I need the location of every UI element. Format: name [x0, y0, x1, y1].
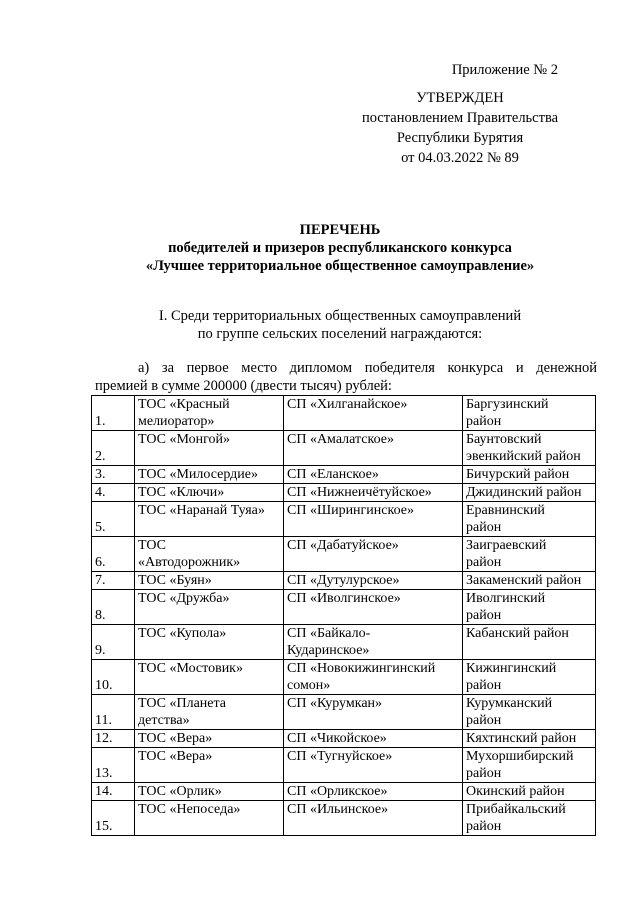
table-row: [92, 502, 596, 537]
tos-name-cell-line: ТОС «Вера»: [138, 749, 213, 764]
row-number-cell: 14.: [92, 783, 135, 801]
district-cell: [463, 748, 596, 783]
district-cell-line: район: [466, 678, 502, 693]
winners-table: [91, 395, 596, 836]
table-row: [92, 801, 596, 836]
tos-name-cell: [135, 748, 284, 783]
tos-name-cell-line: ТОС «Непоседа»: [138, 802, 241, 817]
tos-name-cell-line: ТОС «Ключи»: [138, 485, 225, 500]
district-cell-line: Прибайкальский: [466, 802, 566, 817]
approved-date-line: от 04.03.2022 № 89: [401, 150, 519, 166]
table-row: [92, 748, 596, 783]
table-row: [92, 431, 596, 466]
settlement-cell-line: сомон»: [287, 678, 331, 693]
settlement-cell-line: СП «Дутулурское»: [287, 573, 400, 588]
settlement-cell-line: СП «Орликское»: [287, 784, 388, 799]
table-row: [92, 484, 596, 502]
tos-name-cell: [135, 695, 284, 730]
title-line: «Лучшее территориальное общественное самоуправление»: [145, 258, 535, 274]
district-cell: [463, 590, 596, 625]
tos-name-cell: [135, 783, 284, 801]
settlement-cell-line: СП «Ширингинское»: [287, 503, 414, 518]
district-cell-line: Окинский район: [466, 784, 565, 799]
appendix-label: Приложение № 2: [451, 62, 558, 78]
settlement-cell: [284, 466, 463, 484]
tos-name-cell-line: мелиоратор»: [138, 414, 215, 429]
settlement-cell-line: СП «Амалатское»: [287, 432, 394, 447]
tos-name-cell: [135, 730, 284, 748]
district-cell-line: Еравнинский: [466, 503, 545, 518]
row-number-cell: 1.: [92, 396, 135, 431]
district-cell-line: район: [466, 520, 502, 535]
settlement-cell: [284, 431, 463, 466]
tos-name-cell: [135, 502, 284, 537]
approved-label: УТВЕРЖДЕН: [416, 90, 504, 106]
settlement-cell: [284, 783, 463, 801]
tos-name-cell: [135, 572, 284, 590]
tos-name-cell: [135, 431, 284, 466]
settlement-cell-line: Кударинское»: [287, 643, 370, 658]
district-cell-line: район: [466, 414, 502, 429]
row-number-cell: 4.: [92, 484, 135, 502]
tos-name-cell-line: «Автодорожник»: [138, 555, 241, 570]
row-number-cell: 15.: [92, 801, 135, 836]
district-cell-line: Кяхтинский район: [466, 731, 577, 746]
row-number-cell: 3.: [92, 466, 135, 484]
tos-name-cell-line: ТОС «Красный: [138, 397, 230, 412]
district-cell: [463, 431, 596, 466]
district-cell-line: район: [466, 608, 502, 623]
row-number-cell: 9.: [92, 625, 135, 660]
tos-name-cell-line: ТОС «Орлик»: [138, 784, 222, 799]
table-row: [92, 590, 596, 625]
settlement-cell-line: СП «Тугнуйское»: [287, 749, 393, 764]
district-cell: [463, 396, 596, 431]
district-cell-line: Баунтовский: [466, 432, 542, 447]
section-line: по группе сельских поселений награждаются:: [197, 326, 483, 342]
district-cell-line: Баргузинский: [466, 397, 549, 412]
settlement-cell: [284, 730, 463, 748]
table-row: [92, 695, 596, 730]
district-cell: [463, 484, 596, 502]
district-cell-line: Курумканский: [466, 696, 553, 711]
row-number-cell: 8.: [92, 590, 135, 625]
tos-name-cell: [135, 466, 284, 484]
district-cell: [463, 502, 596, 537]
table-row: [92, 625, 596, 660]
district-cell-line: район: [466, 819, 502, 834]
tos-name-cell-line: ТОС «Мостовик»: [138, 661, 243, 676]
row-number-cell: 13.: [92, 748, 135, 783]
district-cell-line: Закаменский район: [466, 573, 582, 588]
row-number-cell: 5.: [92, 502, 135, 537]
tos-name-cell: [135, 801, 284, 836]
district-cell-line: эвенкийский район: [466, 449, 581, 464]
district-cell-line: Мухоршибирский: [466, 749, 574, 764]
paragraph-line: а) за первое место дипломом победителя конкурса и денежной: [138, 360, 597, 376]
table-row: [92, 537, 596, 572]
district-cell-line: район: [466, 766, 502, 781]
district-cell: [463, 783, 596, 801]
district-cell-line: Кижингинский: [466, 661, 557, 676]
district-cell-line: Иволгинский: [466, 591, 546, 606]
settlement-cell-line: СП «Курумкан»: [287, 696, 383, 711]
row-number-cell: 12.: [92, 730, 135, 748]
table-row: [92, 783, 596, 801]
tos-name-cell-line: ТОС «Планета: [138, 696, 227, 711]
tos-name-cell-line: ТОС «Буян»: [138, 573, 212, 588]
table-row: [92, 466, 596, 484]
district-cell: [463, 537, 596, 572]
title-line: победителей и призеров республиканского конкурса: [168, 240, 512, 256]
document-title: [60, 221, 620, 275]
district-cell-line: Бичурский район: [466, 467, 570, 482]
winners-table-body: [92, 396, 596, 836]
district-cell-line: Кабанский район: [466, 626, 569, 641]
approval-block: [340, 60, 580, 168]
settlement-cell: [284, 537, 463, 572]
settlement-cell-line: СП «Дабатуйское»: [287, 538, 399, 553]
district-cell-line: район: [466, 713, 502, 728]
district-cell: [463, 572, 596, 590]
tos-name-cell-line: ТОС «Дружба»: [138, 591, 230, 606]
settlement-cell: [284, 695, 463, 730]
settlement-cell: [284, 590, 463, 625]
district-cell: [463, 660, 596, 695]
tos-name-cell-line: ТОС «Наранай Туяа»: [138, 503, 265, 518]
tos-name-cell: [135, 660, 284, 695]
settlement-cell: [284, 572, 463, 590]
settlement-cell: [284, 660, 463, 695]
settlement-cell-line: СП «Еланское»: [287, 467, 379, 482]
table-row: [92, 396, 596, 431]
settlement-cell: [284, 748, 463, 783]
tos-name-cell-line: ТОС «Вера»: [138, 731, 213, 746]
tos-name-cell: [135, 537, 284, 572]
tos-name-cell: [135, 625, 284, 660]
tos-name-cell: [135, 590, 284, 625]
settlement-cell-line: СП «Байкало-: [287, 626, 371, 641]
settlement-cell: [284, 396, 463, 431]
table-row: [92, 730, 596, 748]
title-line: ПЕРЕЧЕНЬ: [299, 222, 381, 238]
settlement-cell: [284, 801, 463, 836]
row-number-cell: 6.: [92, 537, 135, 572]
tos-name-cell-line: ТОС: [138, 538, 166, 553]
district-cell: [463, 801, 596, 836]
tos-name-cell: [135, 396, 284, 431]
row-number-cell: 7.: [92, 572, 135, 590]
district-cell-line: Заиграевский: [466, 538, 547, 553]
section-heading: [60, 307, 620, 343]
tos-name-cell-line: детства»: [138, 713, 190, 728]
settlement-cell-line: СП «Чикойское»: [287, 731, 387, 746]
district-cell: [463, 466, 596, 484]
settlement-cell-line: СП «Нижнеичётуйское»: [287, 485, 432, 500]
settlement-cell: [284, 484, 463, 502]
district-cell: [463, 730, 596, 748]
approved-by-line: Республики Бурятия: [396, 130, 524, 146]
tos-name-cell-line: ТОС «Купола»: [138, 626, 227, 641]
settlement-cell-line: СП «Ильинское»: [287, 802, 389, 817]
paragraph-line: премией в сумме 200000 (двести тысяч) рублей:: [95, 378, 392, 394]
tos-name-cell-line: ТОС «Милосердие»: [138, 467, 259, 482]
tos-name-cell: [135, 484, 284, 502]
table-row: [92, 572, 596, 590]
row-number-cell: 11.: [92, 695, 135, 730]
row-number-cell: 2.: [92, 431, 135, 466]
settlement-cell-line: СП «Хилганайское»: [287, 397, 408, 412]
section-line: I. Среди территориальных общественных самоуправлений: [158, 308, 522, 324]
tos-name-cell-line: ТОС «Монгой»: [138, 432, 230, 447]
district-cell: [463, 695, 596, 730]
settlement-cell: [284, 625, 463, 660]
settlement-cell-line: СП «Новокижингинский: [287, 661, 436, 676]
district-cell-line: район: [466, 555, 502, 570]
settlement-cell-line: СП «Иволгинское»: [287, 591, 401, 606]
district-cell: [463, 625, 596, 660]
row-number-cell: 10.: [92, 660, 135, 695]
district-cell-line: Джидинский район: [466, 485, 582, 500]
approved-by-line: постановлением Правительства: [361, 110, 559, 126]
settlement-cell: [284, 502, 463, 537]
table-row: [92, 660, 596, 695]
